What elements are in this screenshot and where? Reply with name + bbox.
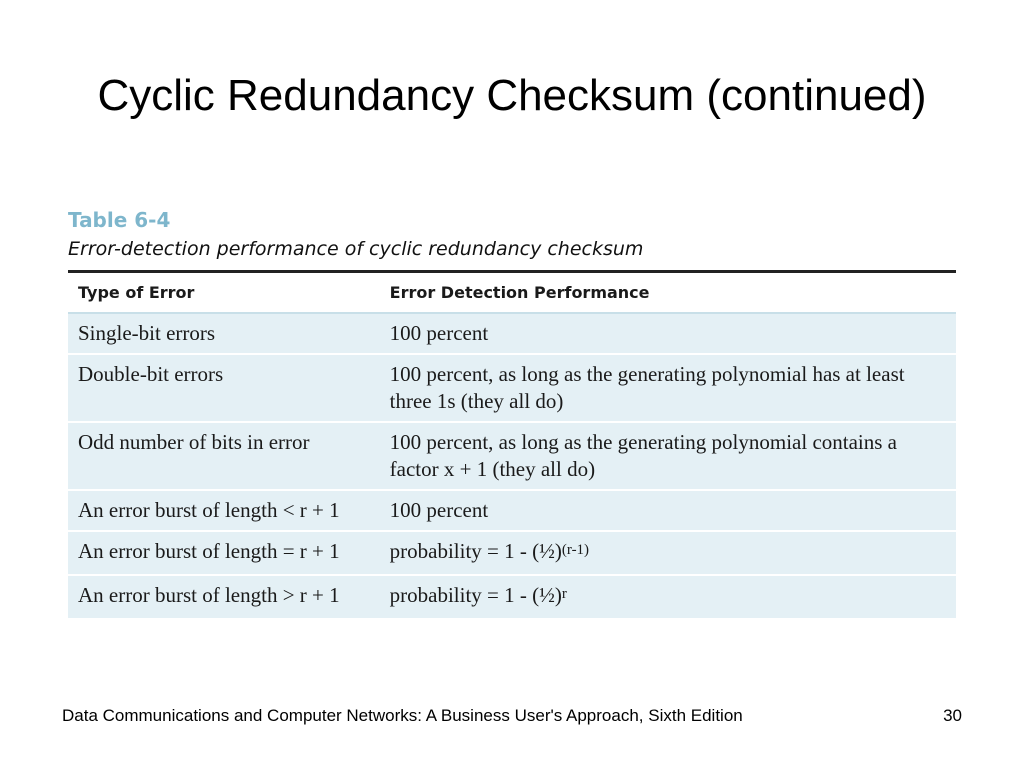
cell-performance: 100 percent, as long as the generating polynomial has at least three 1s (they all do) [380,354,956,422]
footer-text: Data Communications and Computer Networks: A Business User's Approach, Sixth Edition [62,706,743,725]
cell-type: Odd number of bits in error [68,422,380,490]
formula-exponent: (r-1) [561,542,590,558]
slide-title: Cyclic Redundancy Checksum (continued) [97,71,927,120]
cell-performance: 100 percent, as long as the generating polynomial contains a factor x + 1 (they all do) [380,422,956,490]
table-row [68,531,956,575]
page-number: 30 [943,706,962,725]
formula-exponent: r [561,586,567,602]
table-header-row [68,272,956,314]
cell-performance [380,531,956,575]
probability-formula: probability = 1 - (½) [389,539,562,563]
cell-type: An error burst of length = r + 1 [68,531,380,575]
cell-type: Double-bit errors [68,354,380,422]
cell-performance: 100 percent [380,313,956,354]
header-type-of-error: Type of Error [68,272,380,314]
cell-performance: 100 percent [380,490,956,531]
table-row [68,490,956,531]
table-row [68,313,956,354]
table-caption: Error-detection performance of cyclic redundancy checksum [68,238,644,260]
table-block [68,206,956,620]
table-row [68,354,956,422]
cell-type: Single-bit errors [68,313,380,354]
table-row [68,575,956,619]
error-detection-table [68,270,956,620]
table-label: Table 6-4 [68,208,171,232]
cell-performance [380,575,956,619]
header-error-detection-performance: Error Detection Performance [380,272,956,314]
cell-type: An error burst of length < r + 1 [68,490,380,531]
probability-formula: probability = 1 - (½) [389,583,562,607]
table-row [68,422,956,490]
cell-type: An error burst of length > r + 1 [68,575,380,619]
